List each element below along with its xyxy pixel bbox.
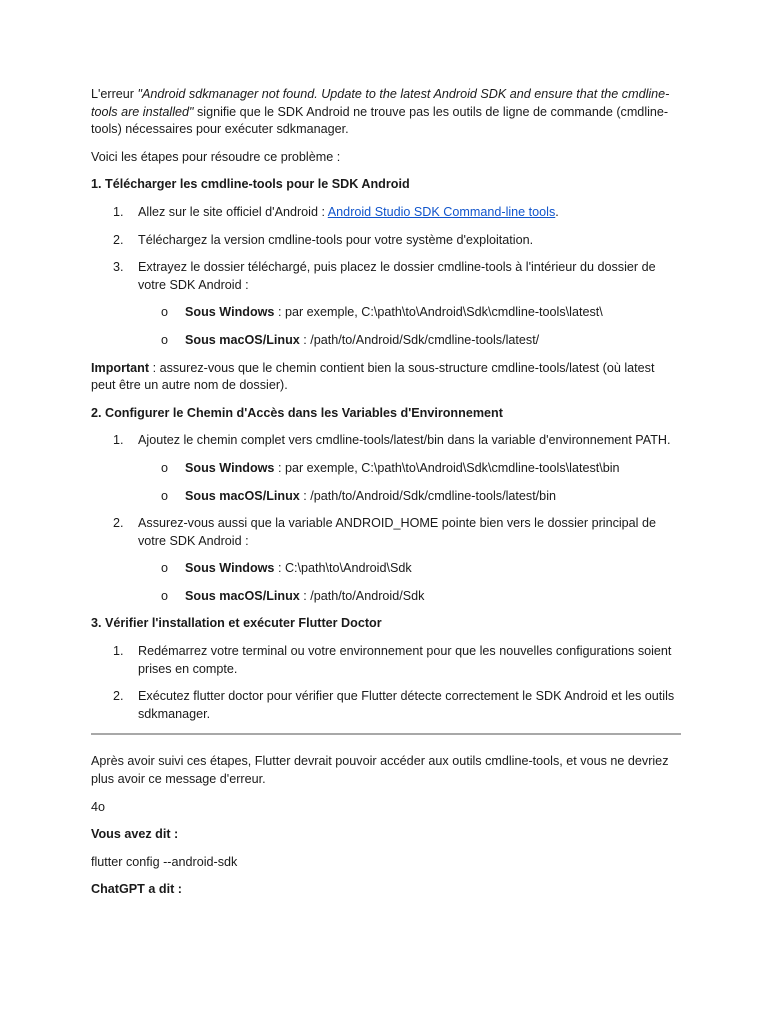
- list-item: 1. Allez sur le site officiel d'Android : Android Studio SDK Command-line tools.: [113, 204, 559, 219]
- bullet-o: o: [161, 332, 169, 347]
- sub-list-item: o Sous Windows : C:\path\to\Android\Sdk: [138, 560, 681, 578]
- conclusion-paragraph: Après avoir suivi ces étapes, Flutter devrait pouvoir accéder aux outils cmdline-tools, et vous ne devriez plus avoir ce message d'erreur.: [91, 754, 669, 787]
- section2-heading: 2. Configurer le Chemin d'Accès dans les Variables d'Environnement: [91, 405, 503, 420]
- list-item: 1. Redémarrez votre terminal ou votre environnement pour que les nouvelles configurations soient prises en compte.: [113, 644, 672, 676]
- sub-list: [138, 460, 681, 505]
- bullet-o: o: [161, 561, 169, 576]
- section1-list: [91, 204, 681, 350]
- section2-list: [91, 432, 681, 605]
- section3-heading: 3. Vérifier l'installation et exécuter Flutter Doctor: [91, 616, 382, 631]
- intro-paragraph: L'erreur "Android sdkmanager not found. Update to the latest Android SDK and ensure that the cmdline-tools are installed" signifie que le SDK Android ne trouve pas les outils de ligne de commande (cmdline-tools) nécessaires pour exécuter sdkmanager.: [91, 87, 670, 137]
- bullet-o: o: [161, 488, 169, 503]
- user-message: flutter config --android-sdk: [91, 854, 238, 869]
- bullet-o: o: [161, 588, 169, 603]
- section3-list: [91, 643, 681, 723]
- assistant-label: ChatGPT a dit :: [91, 882, 182, 897]
- important-note: Important : assurez-vous que le chemin contient bien la sous-structure cmdline-tools/latest (où latest peut être un autre nom de dossier).: [91, 360, 655, 393]
- list-item: 3. Extrayez le dossier téléchargé, puis placez le dossier cmdline-tools à l'intérieur du dossier de votre SDK Android : o Sous Windows : par exemple, C:\path\to\Android\Sdk\cmdline-tools\latest\ o Sous macOS/Linux : /path/to/Android/Sdk/cmdline-tools/latest/: [91, 259, 681, 349]
- list-item: 2. Assurez-vous aussi que la variable ANDROID_HOME pointe bien vers le dossier principal de votre SDK Android : o Sous Windows : C:\path\to\Android\Sdk o Sous macOS/Linux : /path/to/Android/Sdk: [91, 515, 681, 605]
- sub-list-item: o Sous Windows : par exemple, C:\path\to\Android\Sdk\cmdline-tools\latest\bin: [138, 460, 681, 478]
- cmdline-tools-link[interactable]: Android Studio SDK Command-line tools: [327, 204, 556, 219]
- sub-list: [138, 304, 681, 349]
- sub-list-item: o Sous Windows : par exemple, C:\path\to\Android\Sdk\cmdline-tools\latest\: [138, 304, 681, 322]
- steps-intro: Voici les étapes pour résoudre ce problème :: [91, 149, 341, 164]
- list-item: 2. Téléchargez la version cmdline-tools pour votre système d'exploitation.: [113, 232, 534, 247]
- section1-heading: 1. Télécharger les cmdline-tools pour le SDK Android: [91, 177, 410, 192]
- list-item: 1. Ajoutez le chemin complet vers cmdline-tools/latest/bin dans la variable d'environnement PATH. o Sous Windows : par exemple, C:\path\to\Android\Sdk\cmdline-tools\latest\bin o Sous macOS/Linux : /path/to/Android/Sdk/cmdline-tools/latest/bin: [91, 432, 681, 505]
- document-page: [91, 86, 681, 909]
- bullet-o: o: [161, 460, 169, 475]
- list-item: 2. Exécutez flutter doctor pour vérifier que Flutter détecte correctement le SDK Android et les outils sdkmanager.: [113, 689, 675, 721]
- bullet-o: o: [161, 305, 169, 320]
- horizontal-rule: [91, 733, 681, 735]
- sub-list: [138, 560, 681, 605]
- error-quote: "Android sdkmanager not found. Update to the latest Android SDK and ensure that the cmdline-tools are installed": [91, 87, 670, 119]
- sub-list-item: o Sous macOS/Linux : /path/to/Android/Sdk/cmdline-tools/latest/bin: [138, 488, 681, 506]
- sub-list-item: o Sous macOS/Linux : /path/to/Android/Sdk: [138, 588, 681, 606]
- user-label: Vous avez dit :: [91, 827, 179, 842]
- model-label: 4o: [91, 799, 106, 814]
- sub-list-item: o Sous macOS/Linux : /path/to/Android/Sdk/cmdline-tools/latest/: [138, 332, 681, 350]
